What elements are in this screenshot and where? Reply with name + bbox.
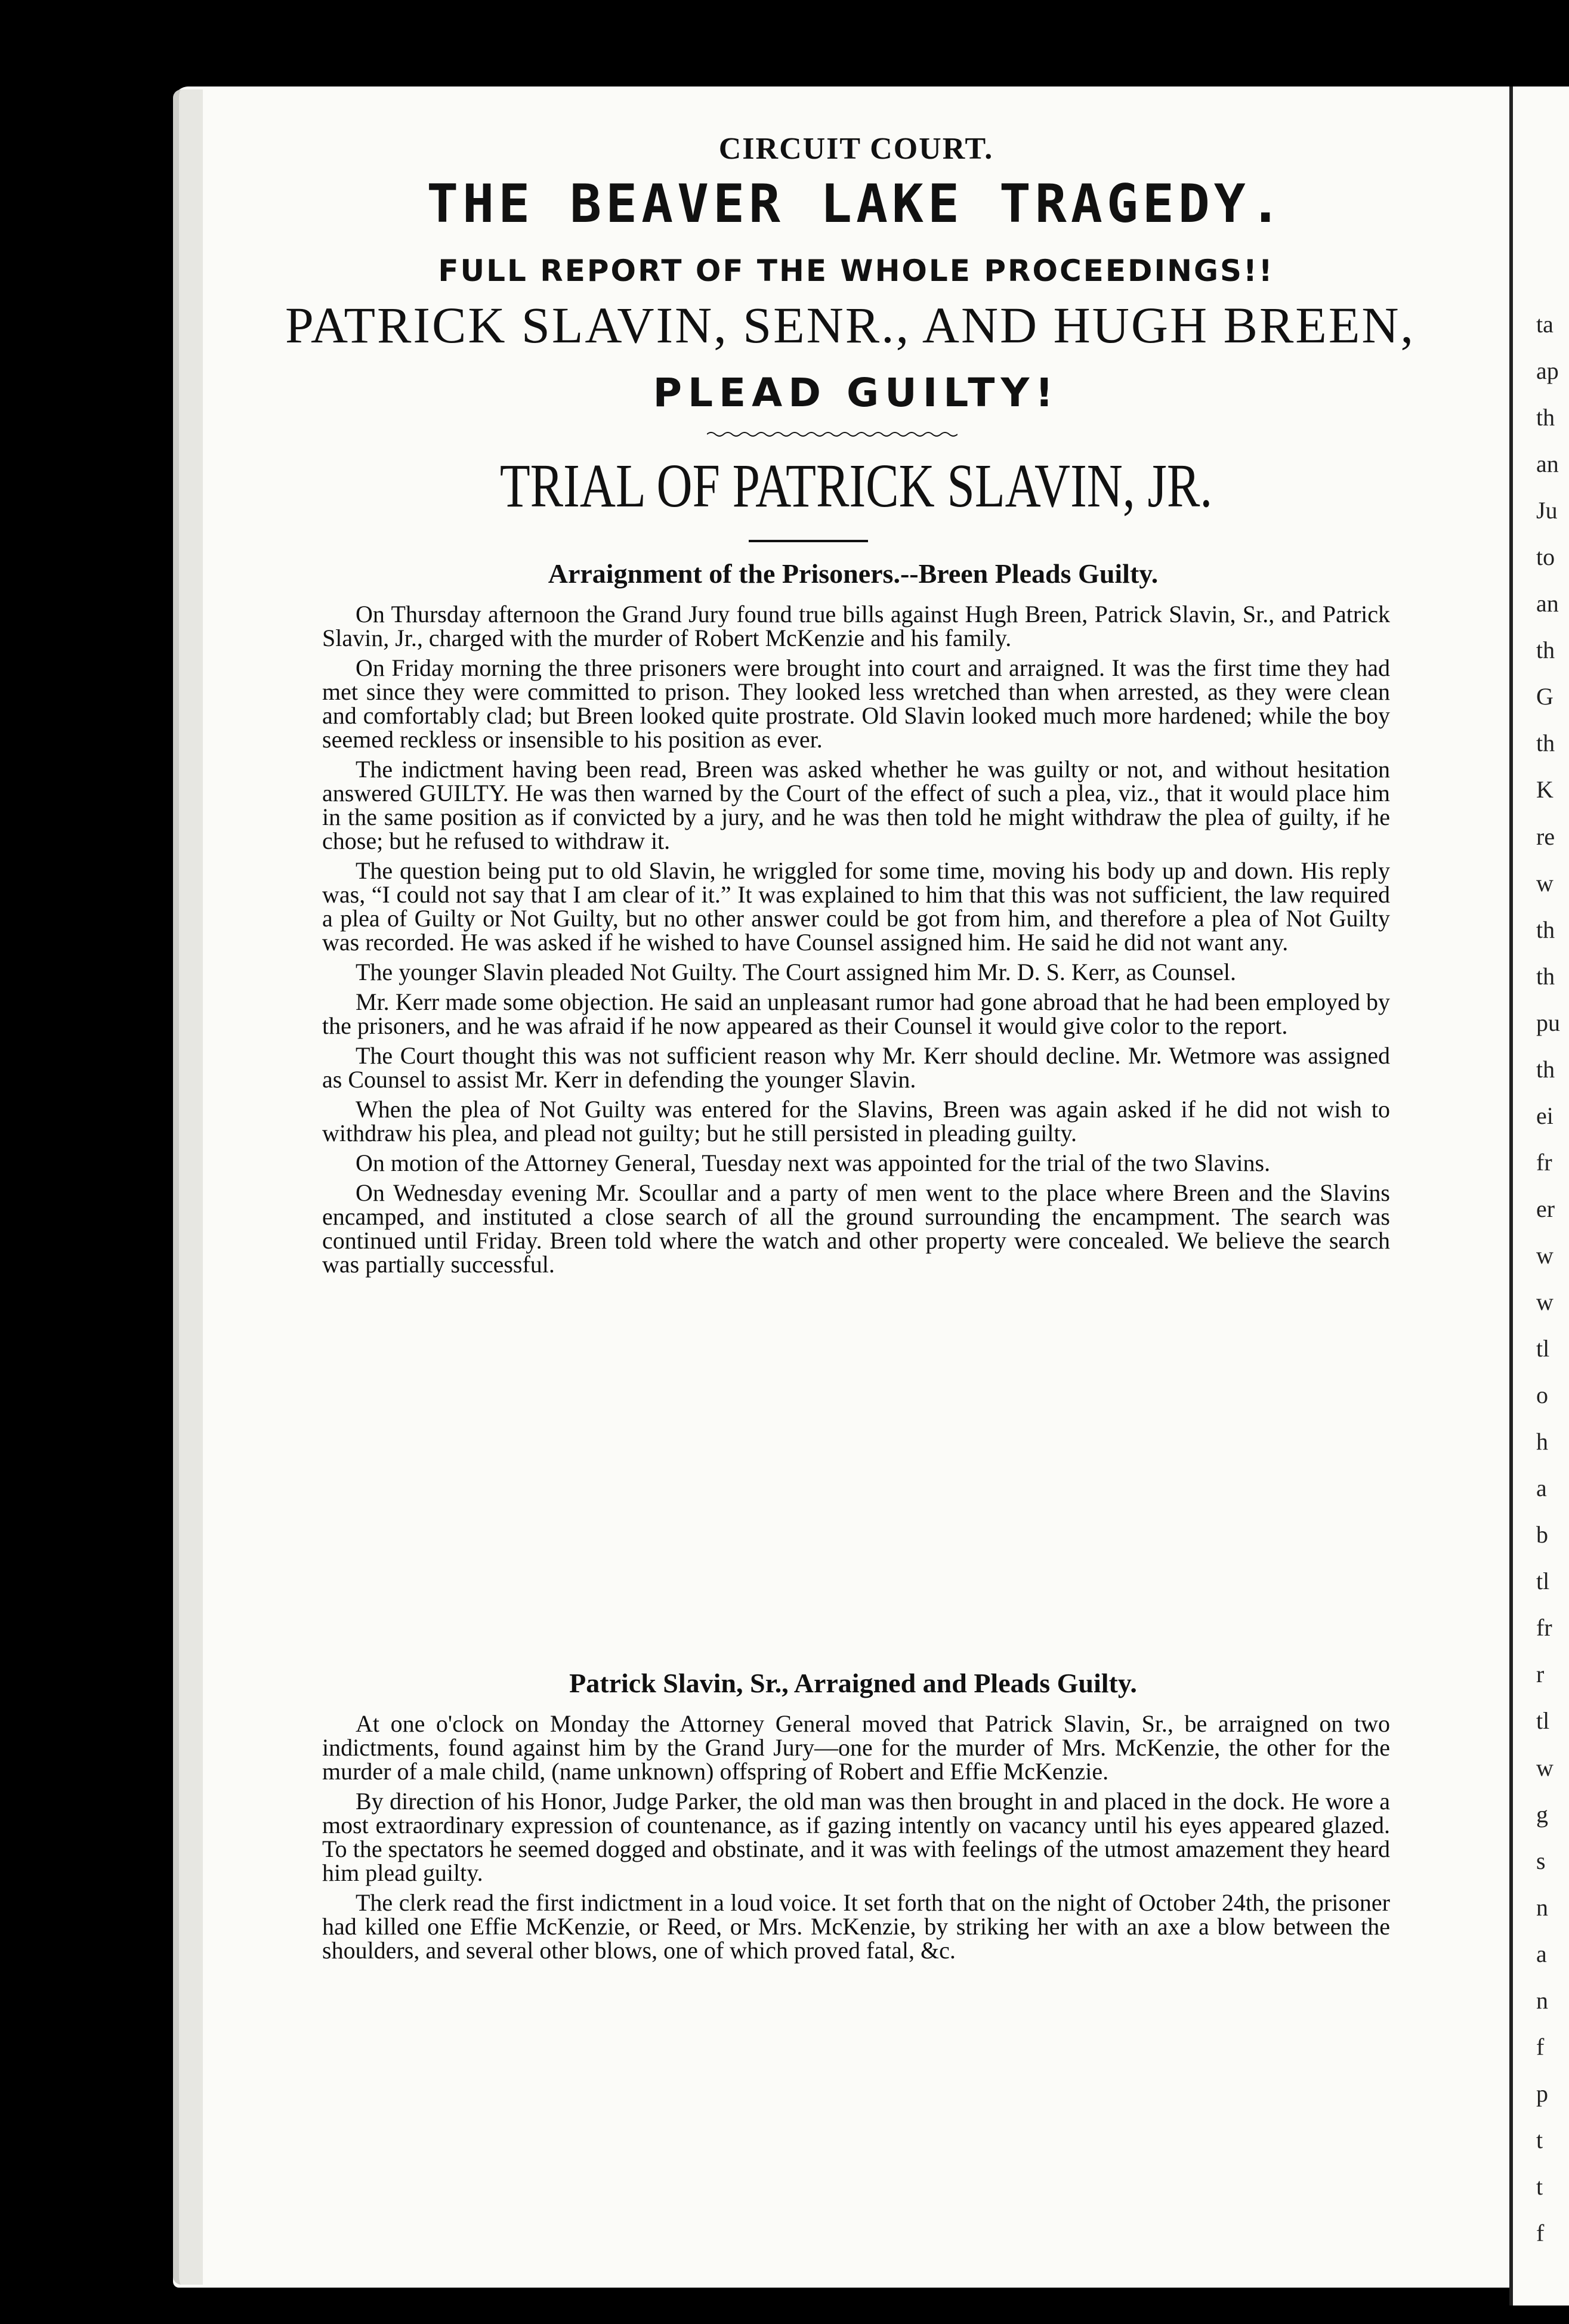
section-body <box>322 602 1390 1282</box>
margin-fragment: er <box>1536 1195 1555 1222</box>
margin-fragment: tl <box>1536 1707 1550 1735</box>
margin-fragment: w <box>1536 1241 1553 1269</box>
margin-fragment: f <box>1536 2033 1545 2060</box>
margin-fragment: th <box>1536 404 1555 431</box>
margin-fragment: b <box>1536 1521 1548 1549</box>
margin-fragment: w <box>1536 869 1553 897</box>
margin-fragment: Ju <box>1536 497 1558 524</box>
margin-fragment: an <box>1536 450 1559 478</box>
paragraph: When the plea of Not Guilty was entered for the Slavins, Breen was again asked if he did not wish to withdraw his plea, and plead not guilty; but he still persisted in pleading guilty. <box>322 1096 1390 1146</box>
margin-fragment: th <box>1536 916 1555 943</box>
paragraph: At one o'clock on Monday the Attorney General moved that Patrick Slavin, Sr., be arraigned on two indictments, found against him by the Grand Jury—one for the murder of Mrs. McKenzie, the other for the murder of a male child, (name unknown) offspring of Robert and Effie McKenzie. <box>322 1710 1390 1785</box>
section-heading: Patrick Slavin, Sr., Arraigned and Pleads Guilty. <box>569 1668 1137 1698</box>
facing-page-fragments <box>1536 0 1569 2324</box>
margin-fragment: pu <box>1536 1009 1560 1036</box>
margin-fragment: f <box>1536 2220 1545 2246</box>
paragraph: On Wednesday evening Mr. Scoullar and a party of men went to the place where Breen and the Slavins encamped, and instituted a close search of all the ground surrounding the encampment. The search was continued until Friday. Breen told where the watch and other property were concealed. We believe the search was partially successful. <box>322 1179 1390 1278</box>
margin-fragment: a <box>1536 1475 1547 1502</box>
paragraph: On Friday morning the three prisoners were brought into court and arraigned. It was the first time they had met since they were committed to prison. They looked less wretched than when arrested, as they were clean and comfortably clad; but Breen looked quite prostrate. Old Slavin looked much more hardened; while the boy seemed reckless or insensible to his position as ever. <box>322 654 1390 753</box>
margin-fragment: tl <box>1536 1568 1550 1595</box>
wavy-rule <box>707 429 958 439</box>
paragraph: On motion of the Attorney General, Tuesday next was appointed for the trial of the two Slavins. <box>356 1149 1271 1176</box>
paragraph: The younger Slavin pleaded Not Guilty. The Court assigned him Mr. D. S. Kerr, as Counsel. <box>356 959 1236 985</box>
margin-fragment: ei <box>1536 1102 1553 1129</box>
margin-fragment: fr <box>1536 1148 1552 1176</box>
margin-fragment: G <box>1536 683 1553 710</box>
paragraph: The indictment having been read, Breen was asked whether he was guilty or not, and without hesitation answered GUILTY. He was then warned by the Court of the effect of such a plea, viz., that it would place him in the same position as if convicted by a jury, and he was then told he might withdraw the plea of guilty, if he chose; but he refused to withdraw it. <box>322 756 1390 854</box>
margin-fragment: re <box>1536 823 1555 850</box>
page-edge <box>173 89 203 2285</box>
paragraph: The clerk read the first indictment in a loud voice. It set forth that on the night of October 24th, the prisoner had killed one Effie McKenzie, or Reed, or Mrs. McKenzie, by striking her with an axe a blow between the shoulders, and several other blows, one of which proved fatal, &c. <box>322 1889 1390 1964</box>
margin-fragment: t <box>1536 2172 1543 2200</box>
page-title: THE BEAVER LAKE TRAGEDY. <box>427 173 1286 234</box>
margin-fragment: th <box>1536 1055 1555 1083</box>
margin-fragment: ap <box>1536 357 1559 385</box>
margin-fragment: th <box>1536 730 1555 757</box>
paragraph: On Thursday afternoon the Grand Jury found true bills against Hugh Breen, Patrick Slavin, Sr., and Patrick Slavin, Jr., charged with the murder of Robert McKenzie and his family. <box>322 601 1390 651</box>
section-heading: Arraignment of the Prisoners.--Breen Pleads Guilty. <box>548 558 1159 589</box>
divider <box>749 540 868 542</box>
section-body <box>322 1712 1390 1968</box>
margin-fragment: g <box>1536 1800 1548 1828</box>
margin-fragment: ta <box>1536 311 1553 338</box>
margin-fragment: o <box>1536 1382 1548 1409</box>
trial-title: TRIAL OF PATRICK SLAVIN, JR. <box>499 452 1213 520</box>
margin-fragment: t <box>1536 2126 1543 2153</box>
court-heading: CIRCUIT COURT. <box>718 132 994 166</box>
margin-fragment: fr <box>1536 1614 1552 1642</box>
margin-fragment: to <box>1536 543 1555 571</box>
paragraph: Mr. Kerr made some objection. He said an unpleasant rumor had gone abroad that he had been employed by the prisoners, and he was afraid if he now appeared as their Counsel it would give color to the report. <box>322 988 1390 1039</box>
plea-line: PLEAD GUILTY! <box>653 370 1060 416</box>
margin-fragment: w <box>1536 1288 1553 1316</box>
paragraph: The question being put to old Slavin, he wriggled for some time, moving his body up and down. His reply was, “I could not say that I am clear of it.” It was explained to him that this was not sufficient, the law required a plea of Guilty or Not Guilty, but no other answer could be got from him, and therefore a plea of Not Guilty was recorded. He was asked if he wished to have Counsel assigned him. He said he did not want any. <box>322 857 1390 956</box>
paragraph: The Court thought this was not sufficient reason why Mr. Kerr should decline. Mr. Wetmore was assigned as Counsel to assist Mr. Kerr in defending the younger Slavin. <box>322 1042 1390 1093</box>
paragraph: By direction of his Honor, Judge Parker, the old man was then brought in and placed in the dock. He wore a most extraordinary expression of countenance, as if gazing intently on vacancy until his eyes appeared glazed. To the spectators he seemed dogged and obstinate, and it was with feelings of the utmost amazement they heard him plead guilty. <box>322 1788 1390 1886</box>
margin-fragment: an <box>1536 590 1559 617</box>
names-line: PATRICK SLAVIN, SENR., AND HUGH BREEN, <box>285 296 1415 354</box>
margin-fragment: s <box>1536 1847 1546 1874</box>
margin-fragment: w <box>1536 1754 1553 1781</box>
margin-fragment: n <box>1536 1986 1548 2014</box>
margin-fragment: K <box>1536 776 1553 803</box>
subtitle: FULL REPORT OF THE WHOLE PROCEEDINGS!! <box>438 254 1274 288</box>
margin-fragment: r <box>1536 1661 1545 1688</box>
margin-fragment: h <box>1536 1428 1548 1455</box>
margin-fragment: p <box>1536 2079 1548 2107</box>
margin-fragment: n <box>1536 1893 1548 1921</box>
margin-fragment: a <box>1536 1940 1547 1967</box>
margin-fragment: tl <box>1536 1335 1550 1362</box>
margin-fragment: th <box>1536 962 1555 990</box>
margin-fragment: th <box>1536 636 1555 664</box>
